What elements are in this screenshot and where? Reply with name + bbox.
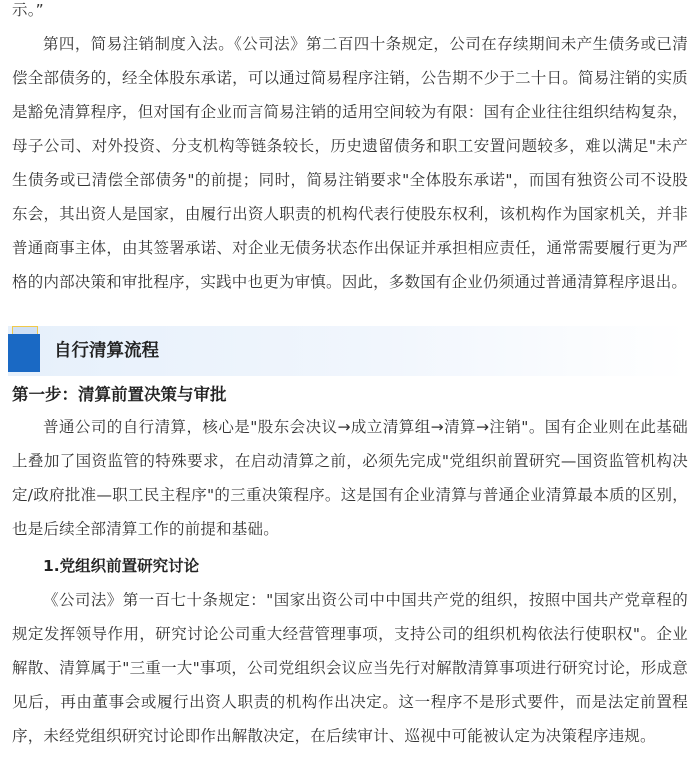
step-heading: 第一步：清算前置决策与审批 <box>12 385 227 404</box>
paragraph-step1-intro: 普通公司的自行清算，核心是"股东会决议→成立清算组→清算→注销"。国有企业则在此基础上叠加了国资监管的特殊要求，在启动清算之前，必须先完成"党组织前置研究—国资监管机构决定/政府批准—职工民主程序"的三重决策程序。这是国有企业清算与普通企业清算最本质的区别，也是后续全部清算工作的前提和基础。 <box>12 418 688 538</box>
paragraph-simplified-deregistration: 第四，简易注销制度入法。《公司法》第二百四十条规定，公司在存续期间未产生债务或已清偿全部债务的，经全体股东承诺，可以通过简易程序注销，公告期不少于二十日。简易注销的实质是豁免清算程序，但对国有企业而言简易注销的适用空间较为有限：国有企业往往组织结构复杂，母子公司、对外投资、分支机构等链条较长，历史遗留债务和职工安置问题较多，难以满足"未产生债务或已清偿全部债务"的前提；同时，简易注销要求"全体股东承诺"，而国有独资公司不设股东会，其出资人是国家，由履行出资人职责的机构代表行使股东权利，该机构作为国家机关，并非普通商事主体，由其签署承诺、对企业无债务状态作出保证并承担相应责任，通常需要履行更为严格的内部决策和审批程序，实践中也更为审慎。因此，多数国有企业仍须通过普通清算程序退出。 <box>12 35 688 291</box>
sub-heading-party-review: 1.党组织前置研究讨论 <box>43 557 200 575</box>
paragraph-fragment-top: 示。” <box>12 1 44 19</box>
section-title: 自行清算流程 <box>54 341 159 361</box>
section-marker-front <box>8 334 40 372</box>
paragraph-party-review: 《公司法》第一百七十条规定："国家出资公司中中国共产党的组织，按照中国共产党章程的规定发挥领导作用，研究讨论公司重大经营管理事项，支持公司的组织机构依法行使职权"。企业解散、清算属于"三重一大"事项，公司党组织会议应当先行对解散清算事项进行研究讨论，形成意见后，再由董事会或履行出资人职责的机构作出决定。这一程序不是形式要件，而是法定前置程序，未经党组织研究讨论即作出解散决定，在后续审计、巡视中可能被认定为决策程序违规。 <box>12 591 688 745</box>
section-marker-icon <box>8 326 40 372</box>
